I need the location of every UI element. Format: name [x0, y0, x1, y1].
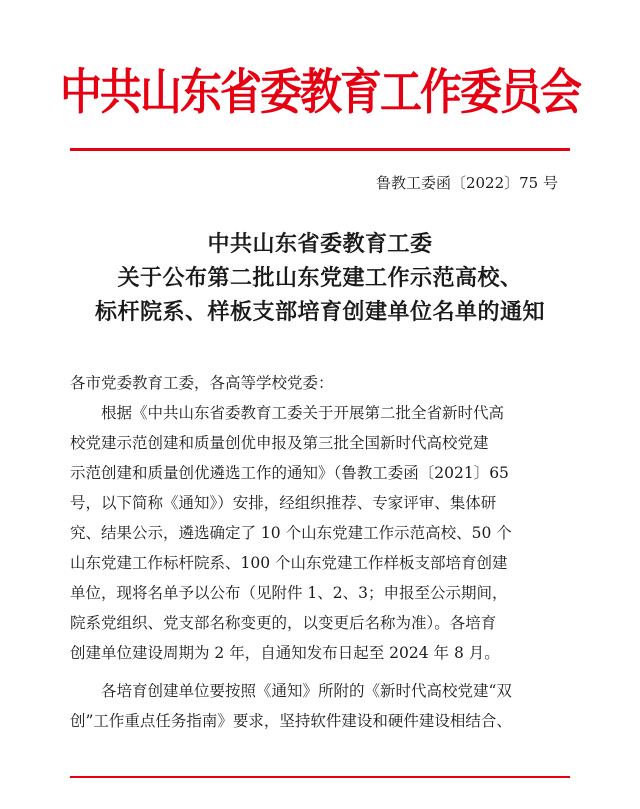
salutation: 各市党委教育工委，各高等学校党委：	[70, 374, 334, 392]
body-line: 单位，现将名单予以公布（见附件 1、2、3；申报至公示期间，	[70, 584, 508, 602]
body-line: 根据《中共山东省委教育工委关于开展第二批全省新时代高	[101, 404, 505, 422]
title-line-3: 标杆院系、样板支部培育创建单位名单的通知	[94, 299, 545, 325]
body-line: 山东党建工作标杆院系、100 个山东党建工作样板支部培育创建	[70, 554, 508, 572]
body-line: 校党建示范创建和质量创优申报及第三批全国新时代高校党建	[70, 434, 489, 452]
body-line: 示范创建和质量创优遴选工作的通知》（鲁教工委函〔2021〕65	[70, 464, 509, 482]
masthead-org-name: 中共山东省委教育工作委员会	[59, 63, 580, 121]
masthead-divider	[70, 148, 570, 151]
body-line: 各培育创建单位要按照《通知》所附的《新时代高校党建“双	[101, 682, 512, 700]
document-body	[70, 368, 572, 736]
title-line-2: 关于公布第二批山东党建工作示范高校、	[117, 265, 523, 291]
page-bottom-rule	[70, 776, 570, 778]
body-line: 号，以下简称《通知》）安排，经组织推荐、专家评审、集体研	[70, 494, 497, 512]
document-number: 鲁教工委函〔2022〕75 号	[375, 174, 558, 192]
body-line: 究、结果公示，遴选确定了 10 个山东党建工作示范高校、50 个	[70, 524, 512, 542]
body-line: 院系党组织、党支部名称变更的，以变更后名称为准）。各培育	[70, 614, 497, 632]
body-line: 创”工作重点任务指南》要求，坚持软件建设和硬件建设相结合、	[70, 712, 512, 730]
body-line: 创建单位建设周期为 2 年，自通知发布日起至 2024 年 8 月。	[70, 644, 500, 662]
document-title	[0, 227, 640, 329]
title-line-1: 中共山东省委教育工委	[207, 231, 433, 257]
